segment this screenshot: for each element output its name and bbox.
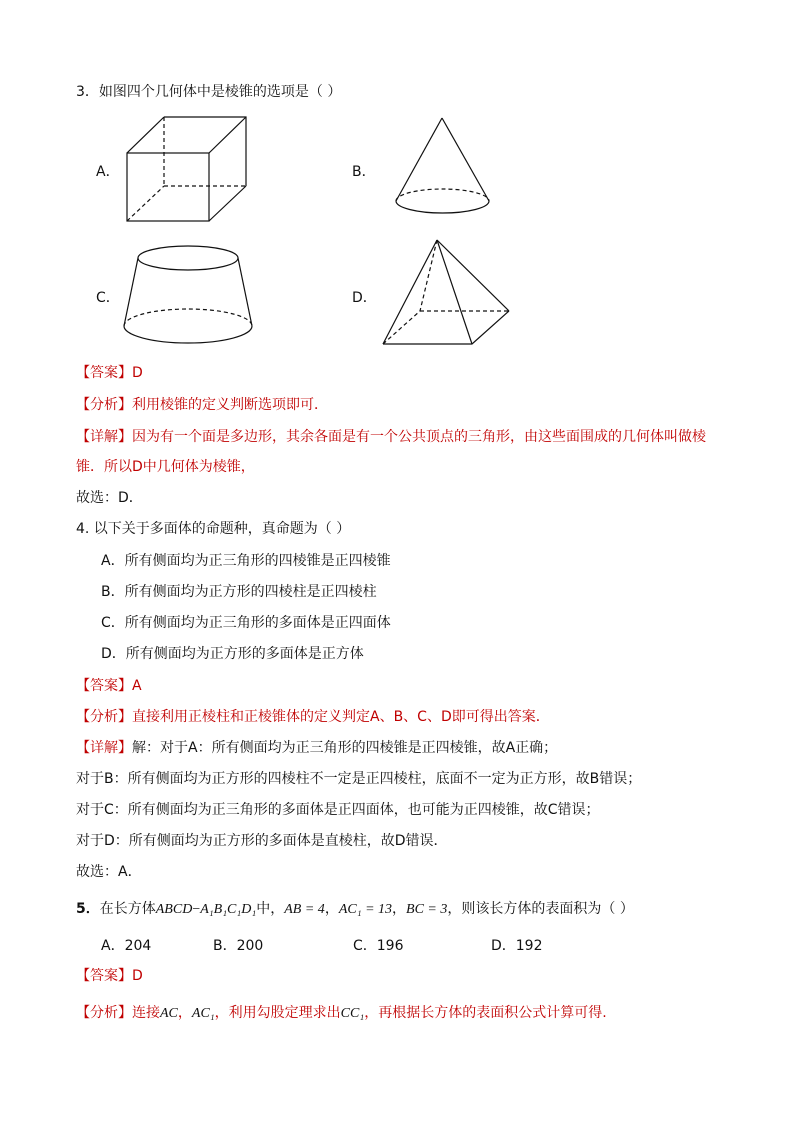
q3-answer <box>76 363 143 383</box>
q4-answer <box>76 676 142 696</box>
analysis-tag: 【分析】 <box>76 1005 132 1021</box>
q5-sep-2: ， <box>392 901 407 917</box>
q4-detail-4: 对于D：所有侧面均为正方形的多面体是直棱柱，故D错误． <box>76 833 448 849</box>
cone-base-front <box>396 201 489 213</box>
pyramid-edge-2 <box>437 240 472 344</box>
q4-analysis <box>76 707 550 727</box>
q3-detail-1 <box>76 427 706 447</box>
q5-box-name-1: A₁B₁C₁D₁ <box>200 902 257 917</box>
cube-front-face <box>127 153 209 221</box>
frustum-base-back <box>124 309 252 326</box>
cube-bottom-right-edge <box>209 186 246 221</box>
cube-figure <box>126 116 248 224</box>
q4-detail-2: 对于B：所有侧面均为正方形的四棱柱不一定是正四棱柱，底面不一定为正方形，故B错误； <box>76 771 642 787</box>
q3-option-a-label: A． <box>96 164 120 180</box>
q4-option-b: B．所有侧面均为正方形的四棱柱是正四棱柱 <box>101 584 377 600</box>
q4-detail-1 <box>76 738 557 758</box>
q5-number: 5． <box>76 901 100 917</box>
q4-stem: 4. 以下关于多面体的命题种，真命题为（ ） <box>76 521 351 537</box>
pyramid-base-visible <box>383 311 509 344</box>
q5-option-b: B．200 <box>213 938 264 954</box>
detail-tag: 【详解】 <box>76 429 132 445</box>
q4-option-c: C．所有侧面均为正三角形的多面体是正四面体 <box>101 615 391 631</box>
q3-detail-2: 锥．所以D中几何体为棱锥， <box>76 459 255 475</box>
answer-tag: 【答案】 <box>76 678 132 694</box>
answer-value: A <box>132 678 142 694</box>
pyramid-hidden-base-1 <box>383 311 420 344</box>
frustum-top <box>138 246 238 270</box>
analysis-math-ac: AC <box>160 1006 178 1021</box>
pyramid-edge-3 <box>437 240 509 311</box>
q5-text-1: 在长方体 <box>99 901 156 917</box>
q5-box-name: ABCD <box>155 902 193 917</box>
frustum-figure <box>122 244 254 348</box>
q4-detail-3: 对于C：所有侧面均为正三角形的多面体是正四面体，也可能为正四棱锥，故C错误； <box>76 802 600 818</box>
q5-dash: − <box>192 902 201 917</box>
analysis-math-cc1: CC₁ <box>340 1006 365 1021</box>
q5-option-c: C．196 <box>353 938 404 954</box>
q4-option-a: A．所有侧面均为正三角形的四棱锥是正四棱锥 <box>101 553 391 569</box>
pyramid-figure <box>382 239 512 347</box>
answer-tag: 【答案】 <box>76 365 132 381</box>
answer-value: D <box>132 365 143 381</box>
pyramid-edge-1 <box>383 240 437 344</box>
q3-conclusion: 故选：D． <box>76 490 143 506</box>
analysis-text-3: ，利用勾股定理求出 <box>214 1005 341 1021</box>
analysis-text: 直接利用正棱柱和正棱锥体的定义判定A、B、C、D即可得出答案． <box>132 709 550 725</box>
answer-tag: 【答案】 <box>76 968 132 984</box>
cone-left-edge <box>396 118 442 201</box>
q3-option-d-label: D． <box>352 290 377 306</box>
q3-option-c-label: C． <box>96 290 120 306</box>
q3-option-b-label: B． <box>352 164 376 180</box>
q3-analysis <box>76 395 328 415</box>
analysis-text: 利用棱锥的定义判断选项即可． <box>132 397 328 413</box>
q5-stem <box>76 899 634 920</box>
q4-conclusion: 故选：A． <box>76 864 142 880</box>
analysis-tag: 【分析】 <box>76 709 132 725</box>
q5-answer <box>76 966 143 986</box>
q5-text-2: 中， <box>256 901 285 917</box>
analysis-math-ac1: AC₁ <box>191 1006 215 1021</box>
q5-option-d: D．192 <box>491 938 543 954</box>
answer-value: D <box>132 968 143 984</box>
analysis-text-2: ， <box>177 1005 192 1021</box>
cube-top-left-edge <box>127 117 164 153</box>
cube-top-right-edge <box>209 117 246 153</box>
q4-option-d: D．所有侧面均为正方形的多面体是正方体 <box>101 646 364 662</box>
detail-text: 因为有一个面是多边形，其余各面是有一个公共顶点的三角形，由这些面围成的几何体叫做棱 <box>132 429 706 445</box>
q5-option-a: A．204 <box>101 938 152 954</box>
pyramid-hidden-edge <box>420 240 437 311</box>
frustum-base-front <box>124 326 252 343</box>
analysis-tag: 【分析】 <box>76 397 132 413</box>
cone-figure <box>394 117 492 215</box>
q5-analysis <box>76 1003 607 1024</box>
cone-base-back <box>396 189 489 201</box>
cube-back-edges <box>164 117 246 186</box>
q5-eq-ab: AB = 4 <box>284 902 325 917</box>
detail-tag: 【详解】 <box>76 740 132 756</box>
q5-eq-bc: BC = 3 <box>406 902 448 917</box>
analysis-text-4: ，再根据长方体的表面积公式计算可得. <box>364 1005 607 1021</box>
detail-text: 解：对于A：所有侧面均为正三角形的四棱锥是正四棱锥，故A正确； <box>132 740 558 756</box>
q3-stem: 3．如图四个几何体中是棱锥的选项是（ ） <box>76 84 342 100</box>
analysis-text-1: 连接 <box>132 1005 160 1021</box>
q5-sep-1: ， <box>324 901 339 917</box>
q5-text-3: ，则该长方体的表面积为（ ） <box>447 901 634 917</box>
cube-hidden-diagonal <box>127 186 164 221</box>
q5-eq-ac1: AC₁ = 13 <box>338 902 393 917</box>
